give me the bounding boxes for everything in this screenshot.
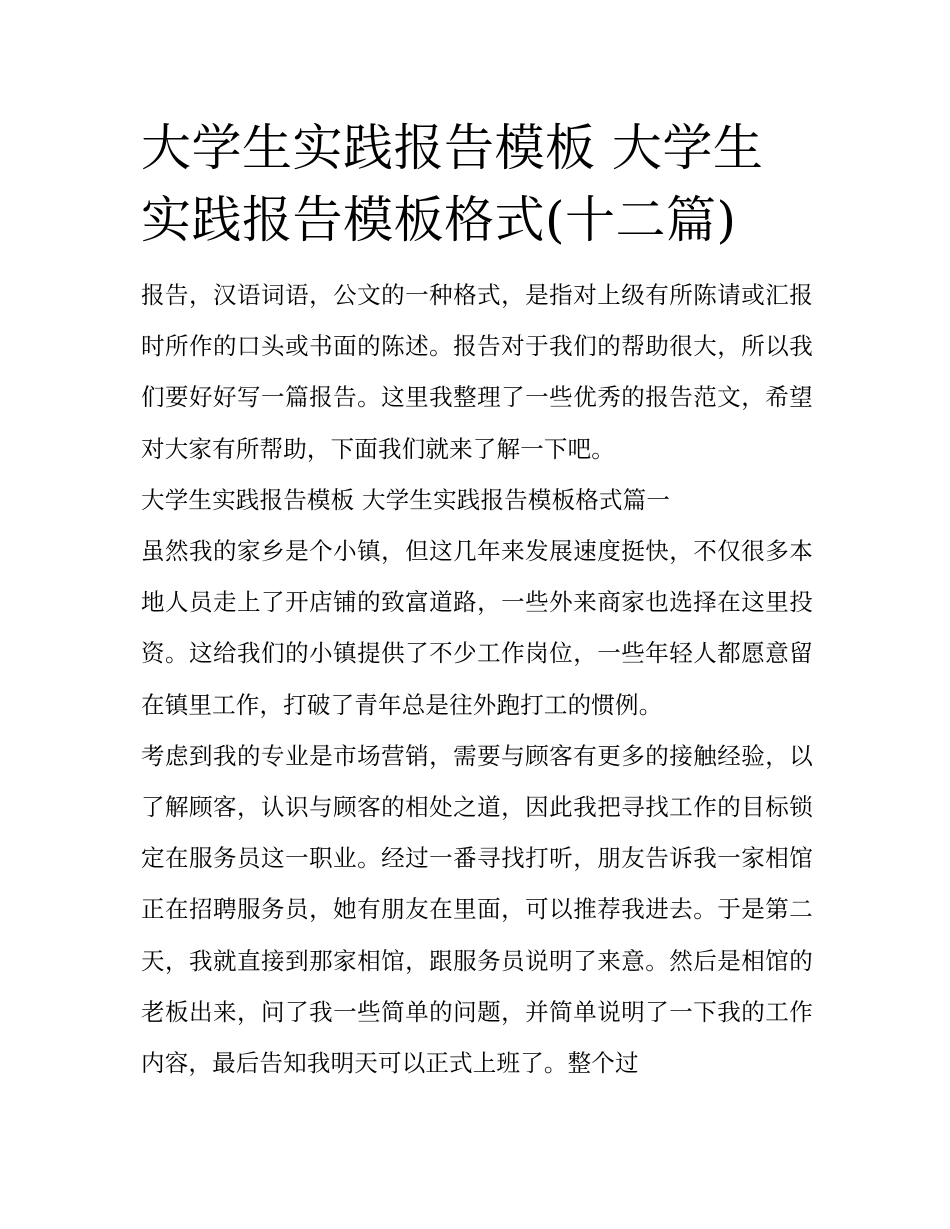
body-paragraph: 考虑到我的专业是市场营销，需要与顾客有更多的接触经验，以了解顾客，认识与顾客的相处之道，因此我把寻找工作的目标锁定在服务员这一职业。经过一番寻找打听，朋友告诉我一家相馆正在招聘服务员，她有朋友在里面，可以推荐我进去。于是第二天，我就直接到那家相馆，跟服务员说明了来意。然后是相馆的老板出来，问了我一些简单的问题，并简单说明了一下我的工作内容，最后告知我明天可以正式上班了。整个过 — [141, 741, 813, 1078]
document-content — [141, 112, 813, 1089]
intro-paragraph: 报告，汉语词语，公文的一种格式，是指对上级有所陈请或汇报时所作的口头或书面的陈述。报告对于我们的帮助很大，所以我们要好好写一篇报告。这里我整理了一些优秀的报告范文，希望对大家有所帮助，下面我们就来了解一下吧。 — [141, 281, 813, 463]
body-paragraph: 虽然我的家乡是个小镇，但这几年来发展速度挺快，不仅很多本地人员走上了开店铺的致富道路，一些外来商家也选择在这里投资。这给我们的小镇提供了不少工作岗位，一些年轻人都愿意留在镇里工作，打破了青年总是往外跑打工的惯例。 — [141, 537, 813, 719]
section-heading: 大学生实践报告模板 大学生实践报告模板格式篇一 — [141, 485, 671, 514]
document-title: 大学生实践报告模板 大学生实践报告模板格式(十二篇) — [141, 119, 764, 249]
